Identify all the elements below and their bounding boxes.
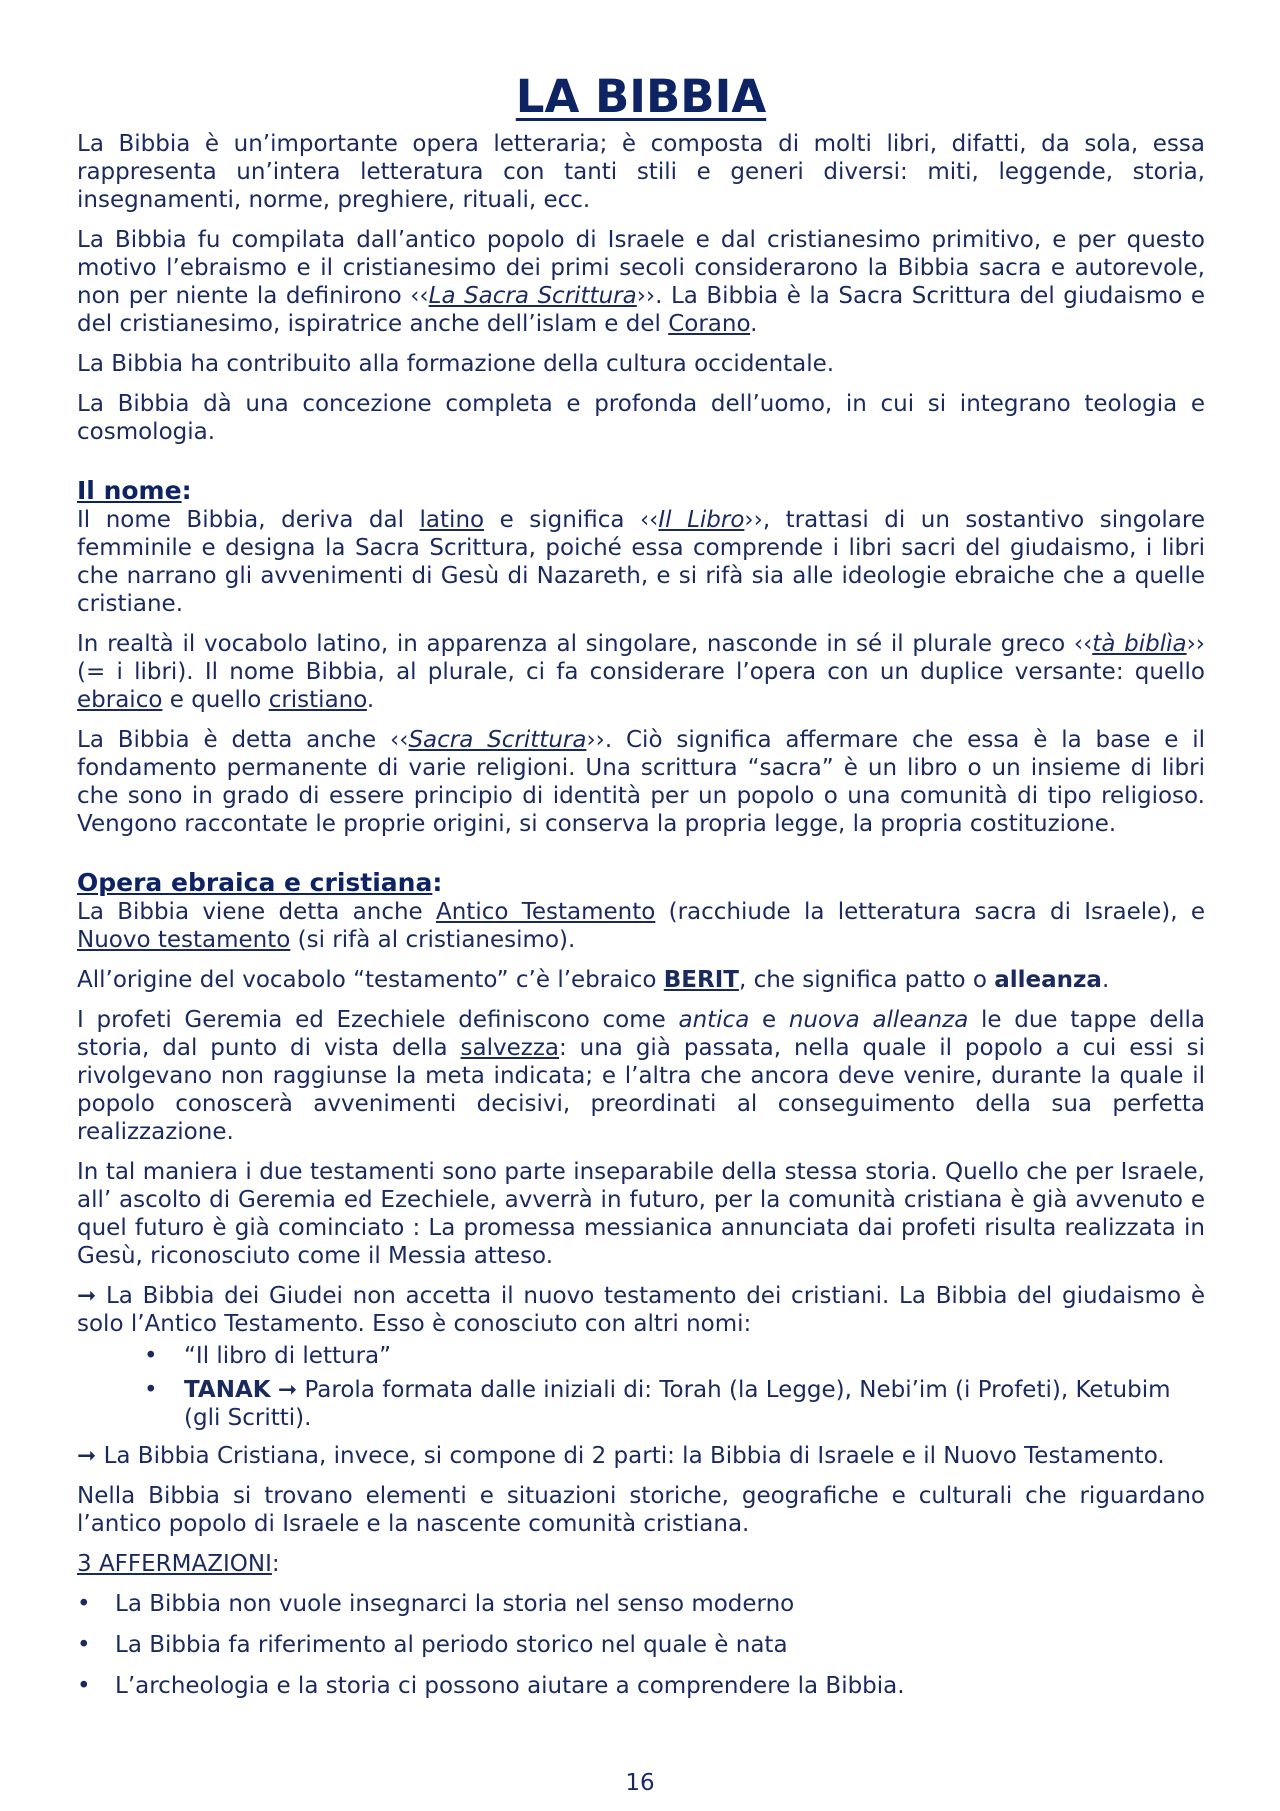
salvezza-link: salvezza <box>460 1034 559 1061</box>
intro-paragraph-3: La Bibbia ha contribuito alla formazione della cultura occidentale. <box>77 350 835 377</box>
antico-testamento-link: Antico Testamento <box>435 898 656 925</box>
list-item: • La Bibbia non vuole insegnarci la storia nel senso moderno <box>77 1590 795 1617</box>
opera-paragraph-3: I profeti Geremia ed Ezechiele definiscono come antica e nuova alleanza le due tappe della storia, dal punto di vista della salvezza: una già passata, nella quale il popolo a cui essi si rivolgevano non raggiunse la meta indicata; e l’altra che ancora deve venire, durante la quale il popolo conoscerà avvenimenti decisivi, preordinati al conseguimento della sua perfetta realizzazione. <box>77 1006 1206 1145</box>
nuovo-testamento-link: Nuovo testamento <box>77 926 291 953</box>
section-heading-opera: Opera ebraica e cristiana: <box>77 867 443 897</box>
list-item: • “Il libro di lettura” <box>144 1342 392 1369</box>
berit-term: BERIT <box>663 966 739 993</box>
sacra-scrittura-term: Sacra Scrittura <box>408 726 587 753</box>
intro-paragraph-2: La Bibbia fu compilata dall’antico popolo di Israele e dal cristianesimo primitivo, e per questo motivo l’ebraismo e il cristianesimo dei primi secoli considerarono la Bibbia sacra e autorevole, non per niente la definirono ‹‹La Sacra Scrittura››. La Bibbia è la Sacra Scrittura del giudaismo e del cristianesimo, ispiratrice anche dell’islam e del Corano. <box>77 226 1205 337</box>
nome-paragraph-3: La Bibbia è detta anche ‹‹Sacra Scrittura››. Ciò significa affermare che essa è la base e il fondamento permanente di varie religioni. Una scrittura “sacra” è un libro o un insieme di libri che sono in grado di essere principio di identità per un popolo o una comunità di tipo religioso. Vengono raccontate le proprie origini, si conserva la propria legge, la propria costituzione. <box>77 726 1205 837</box>
document-page <box>77 72 1205 1713</box>
intro-paragraph-4: La Bibbia dà una concezione completa e profonda dell’uomo, in cui si integrano teologia e cosmologia. <box>77 390 1205 445</box>
bullet-icon: • <box>144 1376 158 1403</box>
affermazioni-list <box>77 1590 1205 1700</box>
corano-link: Corano <box>668 310 751 337</box>
opera-paragraph-5: ➞ La Bibbia dei Giudei non accetta il nuovo testamento dei cristiani. La Bibbia del giudaismo è solo l’Antico Testamento. Esso è conosciuto con altri nomi: <box>77 1282 1205 1337</box>
page-title: LA BIBBIA <box>515 70 767 123</box>
page-number: 16 <box>625 1770 655 1796</box>
opera-paragraph-7: Nella Bibbia si trovano elementi e situazioni storiche, geografiche e culturali che riguardano l’antico popolo di Israele e la nascente comunità cristiana. <box>77 1482 1205 1537</box>
affermazioni-label: 3 AFFERMAZIONI: <box>77 1550 280 1577</box>
bullet-icon: • <box>144 1342 158 1369</box>
opera-paragraph-2: All’origine del vocabolo “testamento” c’è l’ebraico BERIT, che significa patto o alleanza. <box>77 966 1110 993</box>
latino-link: latino <box>419 506 485 533</box>
opera-paragraph-1: La Bibbia viene detta anche Antico Testamento (racchiude la letteratura sacra di Israele), e Nuovo testamento (si rifà al cristianesimo). <box>77 898 1206 953</box>
nome-paragraph-1: Il nome Bibbia, deriva dal latino e significa ‹‹Il Libro››, trattasi di un sostantivo singolare femminile e designa la Sacra Scrittura, poiché essa comprende i libri sacri del giudaismo, i libri che narrano gli avvenimenti di Gesù di Nazareth, e si rifà sia alle ideologie ebraiche che a quelle cristiane. <box>77 506 1205 617</box>
bullet-icon: • <box>77 1672 91 1699</box>
il-libro-term: Il Libro <box>658 506 745 533</box>
ebraico-link: ebraico <box>77 686 163 713</box>
list-item: • La Bibbia fa riferimento al periodo storico nel quale è nata <box>77 1631 788 1658</box>
ta-biblia-term: tà biblìa <box>1092 630 1187 657</box>
opera-paragraph-4: In tal maniera i due testamenti sono parte inseparabile della stessa storia. Quello che per Israele, all’ ascolto di Geremia ed Ezechiele, avverrà in futuro, per la comunità cristiana è già avvenuto e quel futuro è già cominciato : La promessa messianica annunciata dai profeti risulta realizzata in Gesù, riconosciuto come il Messia atteso. <box>77 1158 1205 1269</box>
alleanza-term: alleanza <box>994 966 1102 993</box>
altri-nomi-list <box>77 1342 1205 1432</box>
nome-paragraph-2: In realtà il vocabolo latino, in apparenza al singolare, nasconde in sé il plurale greco ‹‹tà biblìa›› (= i libri). Il nome Bibbia, al plurale, ci fa considerare l’opera con un duplice versante: quello ebraico e quello cristiano. <box>77 630 1205 713</box>
opera-paragraph-6: ➞ La Bibbia Cristiana, invece, si compone di 2 parti: la Bibbia di Israele e il Nuovo Testamento. <box>77 1442 1165 1469</box>
list-item: • L’archeologia e la storia ci possono aiutare a comprendere la Bibbia. <box>77 1672 905 1699</box>
section-heading-nome: Il nome: <box>77 475 192 505</box>
sacra-scrittura-link: La Sacra Scrittura <box>428 282 637 309</box>
intro-paragraph-1: La Bibbia è un’importante opera letteraria; è composta di molti libri, difatti, da sola, essa rappresenta un’intera letteratura con tanti stili e generi diversi: miti, leggende, storia, insegnamenti, norme, preghiere, rituali, ecc. <box>77 130 1205 213</box>
bullet-icon: • <box>77 1631 91 1658</box>
cristiano-link: cristiano <box>268 686 367 713</box>
list-item: • TANAK ➞ Parola formata dalle iniziali di: Torah (la Legge), Nebi’im (i Profeti), Ketubim (gli Scritti). <box>144 1376 1171 1431</box>
bullet-icon: • <box>77 1590 91 1617</box>
